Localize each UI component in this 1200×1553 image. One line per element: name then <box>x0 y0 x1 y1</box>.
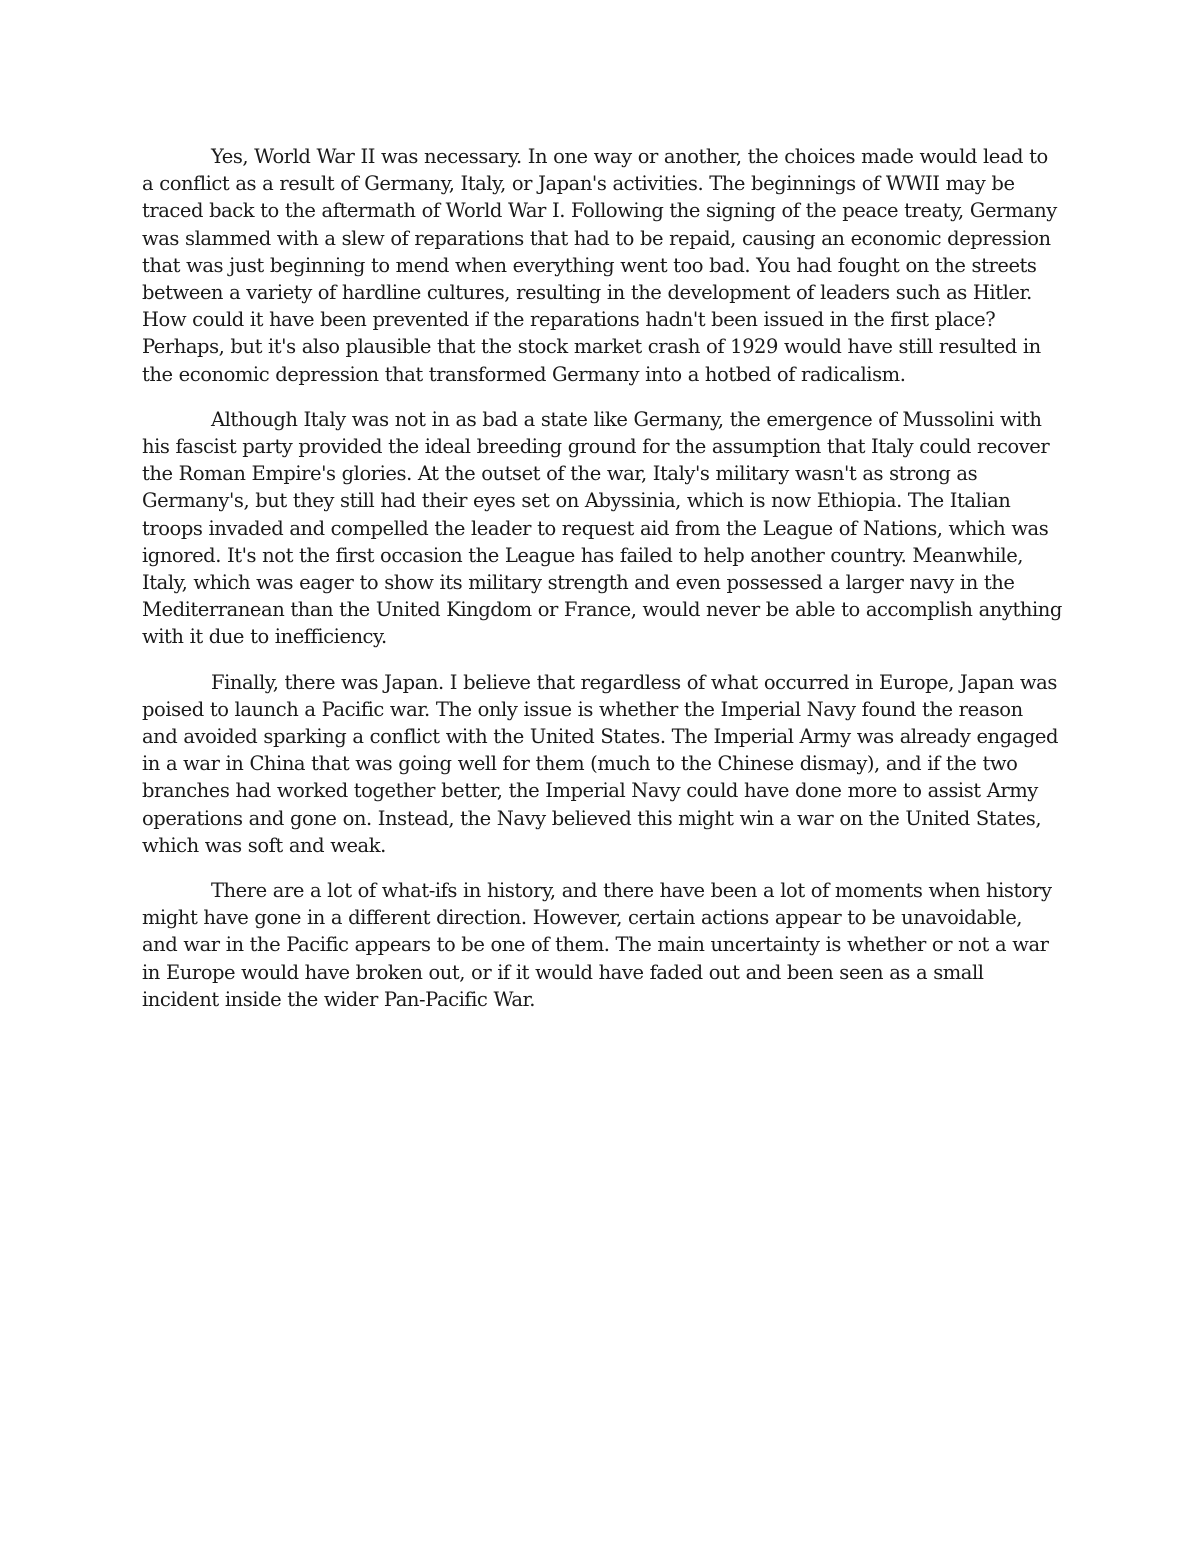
paragraph-3: Finally, there was Japan. I believe that regardless of what occurred in Europe, Japan was poised to launch a Pacific war. The only issue is whether the Imperial Navy found the reason and avoided sparking a conflict with the United States. The Imperial Army was already engaged in a war in China that was going well for them (much to the Chinese dismay), and if the two branches had worked together better, the Imperial Navy could have done more to assist Army operations and gone on. Instead, the Navy believed this might win a war on the United States, which was soft and weak. <box>142 670 1059 857</box>
paragraph-4: There are a lot of what-ifs in history, and there have been a lot of moments when history might have gone in a different direction. However, certain actions appear to be unavoidable, and war in the Pacific appears to be one of them. The main uncertainty is whether or not a war in Europe would have broken out, or if it would have faded out and been seen as a small incident inside the wider Pan-Pacific War. <box>142 879 1052 1011</box>
paragraph-1: Yes, World War II was necessary. In one way or another, the choices made would lead to a conflict as a result of Germany, Italy, or Japan's activities. The beginnings of WWII may be traced back to the aftermath of World War I. Following the signing of the peace treaty, Germany was slammed with a slew of reparations that had to be repaid, causing an economic depression that was just beginning to mend when everything went too bad. You had fought on the streets between a variety of hardline cultures, resulting in the development of leaders such as Hitler. How could it have been prevented if the reparations hadn't been issued in the first place? Perhaps, but it's also plausible that the stock market crash of 1929 would have still resulted in the economic depression that transformed Germany into a hotbed of radicalism. <box>142 145 1057 386</box>
document-body <box>142 143 1062 1031</box>
paragraph-2: Although Italy was not in as bad a state like Germany, the emergence of Mussolini with his fascist party provided the ideal breeding ground for the assumption that Italy could recover the Roman Empire's glories. At the outset of the war, Italy's military wasn't as strong as Germany's, but they still had their eyes set on Abyssinia, which is now Ethiopia. The Italian troops invaded and compelled the leader to request aid from the League of Nations, which was ignored. It's not the first occasion the League has failed to help another country. Meanwhile, Italy, which was eager to show its military strength and even possessed a larger navy in the Mediterranean than the United Kingdom or France, would never be able to accomplish anything with it due to inefficiency. <box>142 407 1062 649</box>
